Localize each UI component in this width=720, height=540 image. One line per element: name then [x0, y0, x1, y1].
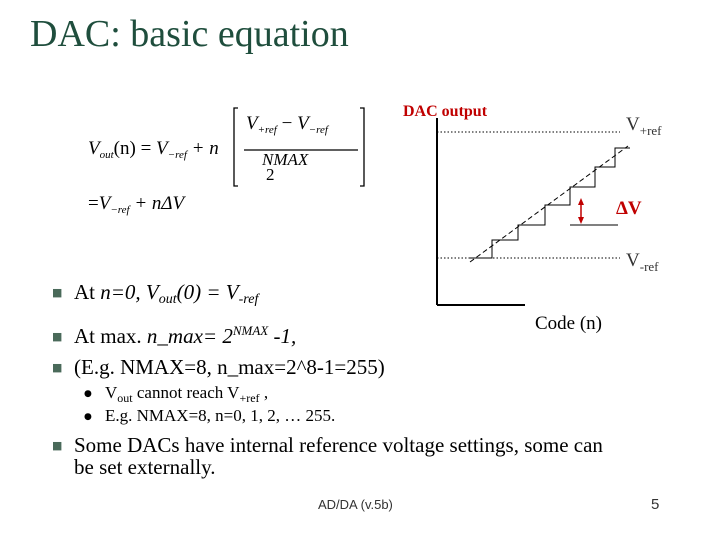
- sub-bullet-2-text: E.g. NMAX=8, n=0, 1, 2, … 255.: [105, 406, 336, 425]
- v-minus-ref-label: [626, 250, 659, 275]
- bullet-4: ■ Some DACs have internal reference voltage settings, some can: [52, 433, 603, 457]
- eq-plus-n: + n: [191, 138, 219, 159]
- sub-bullet-1-sub2: +ref: [239, 391, 260, 405]
- eq-equals-2: =: [88, 193, 99, 214]
- eq-vout-arg: (n): [113, 138, 136, 159]
- eq-num-v1: V: [246, 113, 258, 134]
- equation: $V_{out}(n) = V_{-ref} + n$ $V_{+ref} - V_{-ref}$ NMAX 2 $=V_{-ref} + n\Delta V$: [0, 0, 400, 240]
- bullet-2-tail: -1,: [268, 324, 297, 348]
- eq-vout-v: V: [88, 138, 100, 159]
- bullet-1-sub: out: [158, 292, 177, 307]
- eq-num-plusref: +ref: [257, 124, 277, 136]
- delta-v-marker: [578, 198, 584, 224]
- v-plus-ref-v: V: [626, 114, 640, 135]
- eq-num-v2: V: [297, 113, 309, 134]
- v-plus-ref-label: [626, 114, 662, 139]
- bullet-4-cont: be set externally.: [74, 455, 216, 479]
- delta-v-label: ΔV: [616, 198, 642, 219]
- eq-minus-ref: −ref: [167, 149, 187, 161]
- bullet-1-mid: (0) = V: [176, 280, 239, 304]
- sub-bullet-1-v: V: [105, 383, 118, 402]
- x-axis-label: Code (n): [535, 313, 603, 334]
- bullet-2: ■ At max. n_max= $2^{NMAX}$ -1,: [52, 323, 297, 348]
- eq-n-delta-v: + nΔV: [134, 193, 185, 214]
- bullet-1-italic: n=0, V: [100, 280, 159, 304]
- sub-bullet-1-mid: cannot reach V: [132, 383, 240, 402]
- bullet-2-sup: NMAX: [232, 323, 269, 338]
- page-number: 5: [651, 496, 660, 513]
- bullet-1-pre: At: [74, 280, 101, 304]
- eq-denom2: 2: [266, 165, 275, 184]
- eq-num-minusref: −ref: [308, 124, 328, 136]
- bullet-3-text: (E.g. NMAX=8, n_max=2^8-1=255): [74, 355, 385, 379]
- bullet-1: ■ At n=0, Vout(0) = V-ref: [52, 280, 259, 307]
- bullet-1-sub2: -ref: [238, 292, 259, 307]
- bullet-2-pre: At max.: [74, 324, 147, 348]
- sub-bullet-2: ● E.g. NMAX=8, n=0, 1, 2, … 255.: [84, 406, 336, 425]
- sub-bullet-1-sub: out: [117, 391, 133, 405]
- eq-v: V: [156, 138, 168, 159]
- v-plus-ref-sub: +ref: [639, 123, 662, 138]
- eq-v-2: V: [98, 193, 111, 214]
- bullet-3: ■ (E.g. NMAX=8, n_max=2^8-1=255): [52, 355, 385, 379]
- v-minus-ref-v: V: [626, 250, 640, 271]
- eq-equals: =: [140, 138, 152, 159]
- ideal-line: [470, 146, 628, 262]
- eq-vout-sub: out: [99, 149, 114, 161]
- sub-bullet-1-tail: ,: [259, 383, 269, 402]
- bullet-2-italic: n_max= 2: [146, 324, 233, 348]
- bullet-4-line-1: Some DACs have internal reference voltage settings, some can: [74, 433, 603, 457]
- eq-minus-ref-2: −ref: [110, 204, 130, 216]
- dac-output-label: DAC output: [403, 103, 488, 120]
- eq-denominator: NMAX: [262, 150, 309, 169]
- v-minus-ref-sub: -ref: [639, 259, 659, 274]
- footer-text: AD/DA (v.5b): [318, 497, 393, 512]
- sub-bullet-1: ● $V_{out}$ cannot reach $V_{+ref}$ ,: [84, 383, 269, 405]
- page-title: DAC: basic equation: [30, 13, 349, 55]
